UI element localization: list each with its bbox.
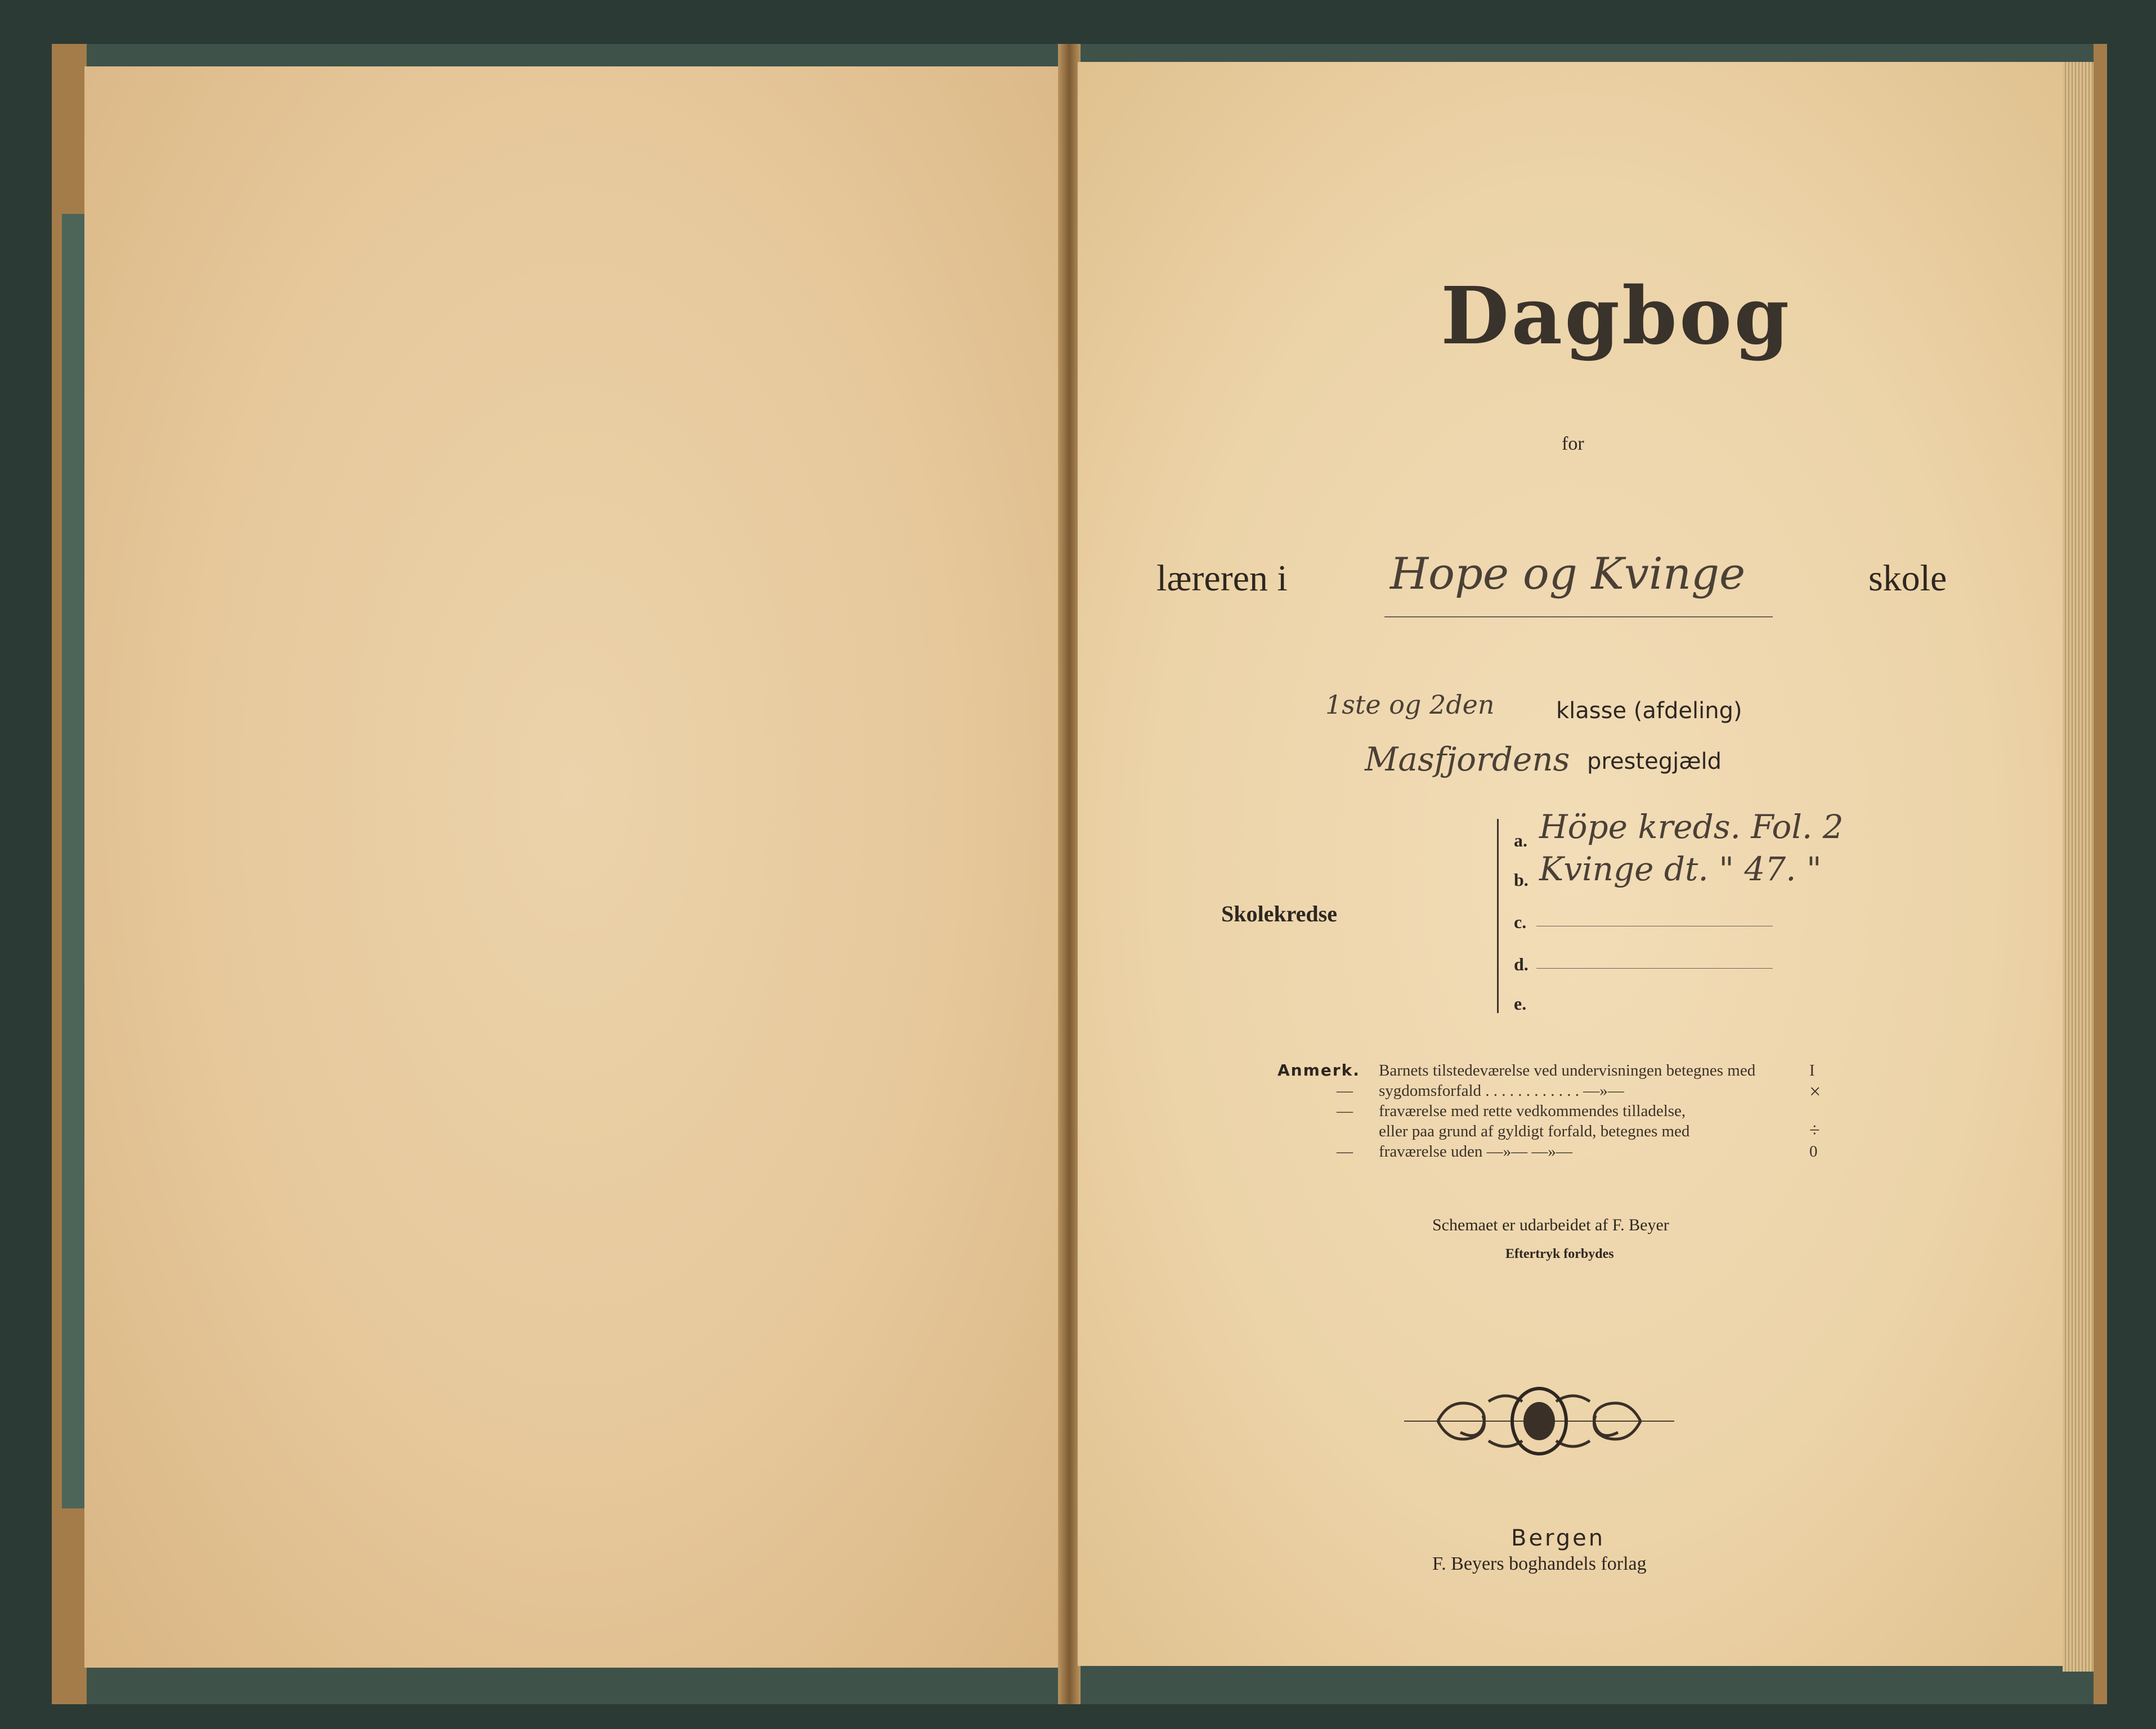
remark-dash-5: — [1337, 1143, 1353, 1161]
remark-dash-3: — [1337, 1102, 1353, 1120]
districts-label: Skolekredse [1221, 901, 1337, 926]
parish-handwritten: Masfjordens [1365, 740, 1570, 778]
printer-ornament-icon [1404, 1373, 1674, 1469]
remark-symbol-5: 0 [1809, 1143, 1818, 1161]
cover-edge-right [2094, 44, 2107, 1704]
district-letter-c: c. [1514, 912, 1527, 932]
title-page [1078, 62, 2068, 1666]
remark-text-4: eller paa grund af gyldigt forfald, betegnes med [1379, 1122, 1690, 1140]
parish-label: prestegjæld [1587, 749, 1722, 774]
book-spine [1058, 44, 1081, 1704]
remark-symbol-2: × [1809, 1080, 1821, 1103]
class-label: klasse (afdeling) [1556, 698, 1742, 724]
page-edges [2063, 62, 2096, 1672]
for-label: for [1562, 433, 1584, 454]
remark-dash-2: — [1337, 1082, 1353, 1100]
teacher-suffix: skole [1868, 558, 1947, 599]
credit-line: Schemaet er udarbeidet af F. Beyer [1432, 1216, 1669, 1234]
footer-city: Bergen [1511, 1525, 1606, 1551]
remark-symbol-4: ÷ [1809, 1120, 1820, 1141]
remark-symbol-1: I [1809, 1061, 1815, 1079]
district-letter-e: e. [1514, 993, 1527, 1014]
footer-publisher: F. Beyers boghandels forlag [1432, 1553, 1647, 1574]
district-rule-d [1536, 968, 1773, 969]
school-name-rule [1384, 616, 1773, 617]
remark-text-5: fraværelse uden —»— —»— [1379, 1143, 1572, 1161]
class-handwritten: 1ste og 2den [1325, 689, 1495, 720]
district-entry-b: Kvinge dt. " 47. " [1539, 850, 1822, 888]
district-letter-d: d. [1514, 954, 1529, 974]
left-endpaper [84, 66, 1064, 1668]
reprint-notice: Eftertryk forbydes [1505, 1247, 1614, 1261]
remarks-label: Anmerk. [1278, 1061, 1360, 1079]
remark-text-3: fraværelse med rette vedkommendes tilladelse, [1379, 1102, 1686, 1120]
district-letter-b: b. [1514, 870, 1529, 890]
district-entry-a: Höpe kreds. Fol. 2 [1539, 808, 1844, 846]
school-name-handwritten: Hope og Kvinge [1390, 549, 1746, 599]
remark-text-1: Barnets tilstedeværelse ved undervisningen betegnes med [1379, 1061, 1756, 1079]
page-title: Dagbog [1441, 270, 1792, 362]
remark-text-2: sygdomsforfald . . . . . . . . . . . . —»— [1379, 1082, 1624, 1100]
cover-marbled-strip [62, 214, 87, 1508]
district-letter-a: a. [1514, 830, 1527, 850]
districts-brace [1497, 819, 1499, 1013]
teacher-prefix: læreren i [1157, 558, 1288, 599]
remark-line-1 [1379, 1061, 1755, 1080]
